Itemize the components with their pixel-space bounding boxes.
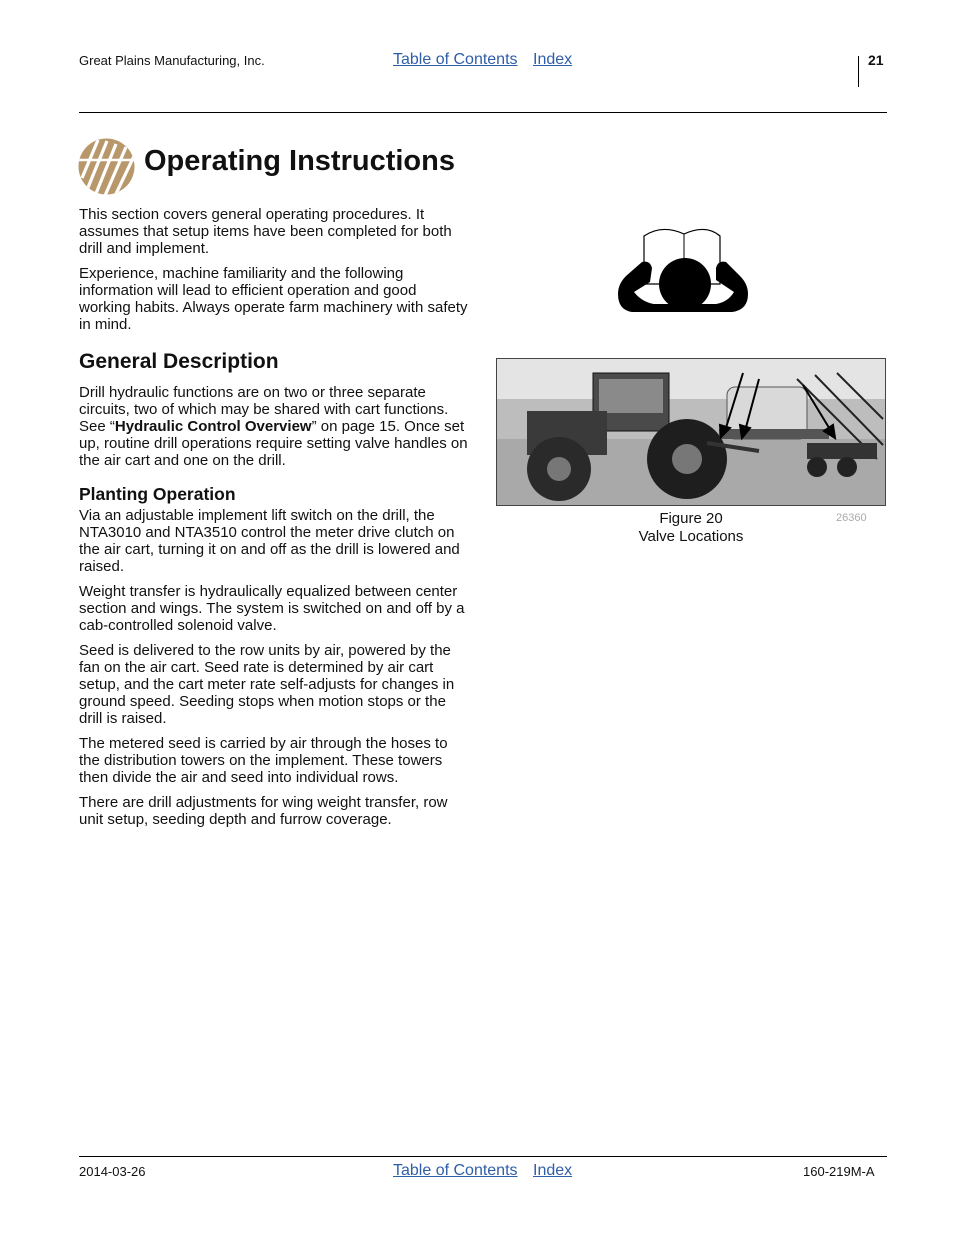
planting-paragraph-3: Seed is delivered to the row units by air, powered by the fan on the air cart. Seed rate is determined by air cart setup, and the cart meter rate self-adjusts for changes in ground speed. Seeding stops when motion stops or the drill is raised. xyxy=(79,642,455,727)
planting-paragraph-2: Weight transfer is hydraulically equalized between center section and wings. The system is switched on and off by a cab-controlled solenoid valve. xyxy=(79,583,465,634)
planting-paragraph-4: The metered seed is carried by air through the hoses to the distribution towers on the implement. These towers then divide the air and seed into individual rows. xyxy=(79,735,448,786)
figure-title: Valve Locations xyxy=(638,528,744,545)
footer-doc-code: 160-219M-A xyxy=(803,1164,875,1179)
general-description-heading: General Description xyxy=(79,350,279,373)
read-manual-icon xyxy=(612,222,752,318)
intro-paragraph-1: This section covers general operating procedures. It assumes that setup items have been completed for both drill and implement. xyxy=(79,206,452,257)
planting-operation-text xyxy=(79,507,471,828)
footer-toc-link[interactable]: Table of Contents xyxy=(393,1162,518,1179)
valve-locations-photo xyxy=(496,358,886,506)
footer-rule xyxy=(79,1156,887,1157)
page-title: Operating Instructions xyxy=(144,145,455,177)
general-text-pre: Drill hydraulic functions are on two or three separate circuits, two of which may be shared with cart functions. See “ xyxy=(79,384,449,435)
planting-paragraph-1: Via an adjustable implement lift switch on the drill, the NTA3010 and NTA3510 control the meter drive clutch on the air cart, turning it on and off as the drill is lowered and raised. xyxy=(79,507,460,575)
footer-index-link[interactable]: Index xyxy=(533,1162,573,1179)
figure-caption xyxy=(600,510,782,546)
planting-paragraph-5: There are drill adjustments for wing weight transfer, row unit setup, seeding depth and furrow coverage. xyxy=(79,794,448,828)
general-text-post: ” on page 15. Once set up, routine drill operations require setting valve handles on the air cart and one on the drill. xyxy=(79,418,468,469)
page-number: 21 xyxy=(868,52,884,68)
footer-date: 2014-03-26 xyxy=(79,1164,146,1179)
general-description-text xyxy=(79,384,471,469)
figure-number: Figure 20 xyxy=(659,510,723,527)
hydraulic-control-overview-ref: Hydraulic Control Overview xyxy=(114,418,312,435)
page-number-divider xyxy=(858,56,859,87)
figure-image-number: 26360 xyxy=(836,512,867,524)
header-toc-link[interactable]: Table of Contents xyxy=(393,51,518,68)
header-company: Great Plains Manufacturing, Inc. xyxy=(79,53,265,68)
planting-operation-heading: Planting Operation xyxy=(79,484,236,504)
intro-text xyxy=(79,206,471,333)
header-index-link[interactable]: Index xyxy=(533,51,573,68)
great-plains-logo-icon xyxy=(78,138,135,195)
header-rule xyxy=(79,112,887,113)
intro-paragraph-2: Experience, machine familiarity and the following information will lead to efficient operation and good working habits. Always operate farm machinery with safety in mind. xyxy=(79,265,468,333)
